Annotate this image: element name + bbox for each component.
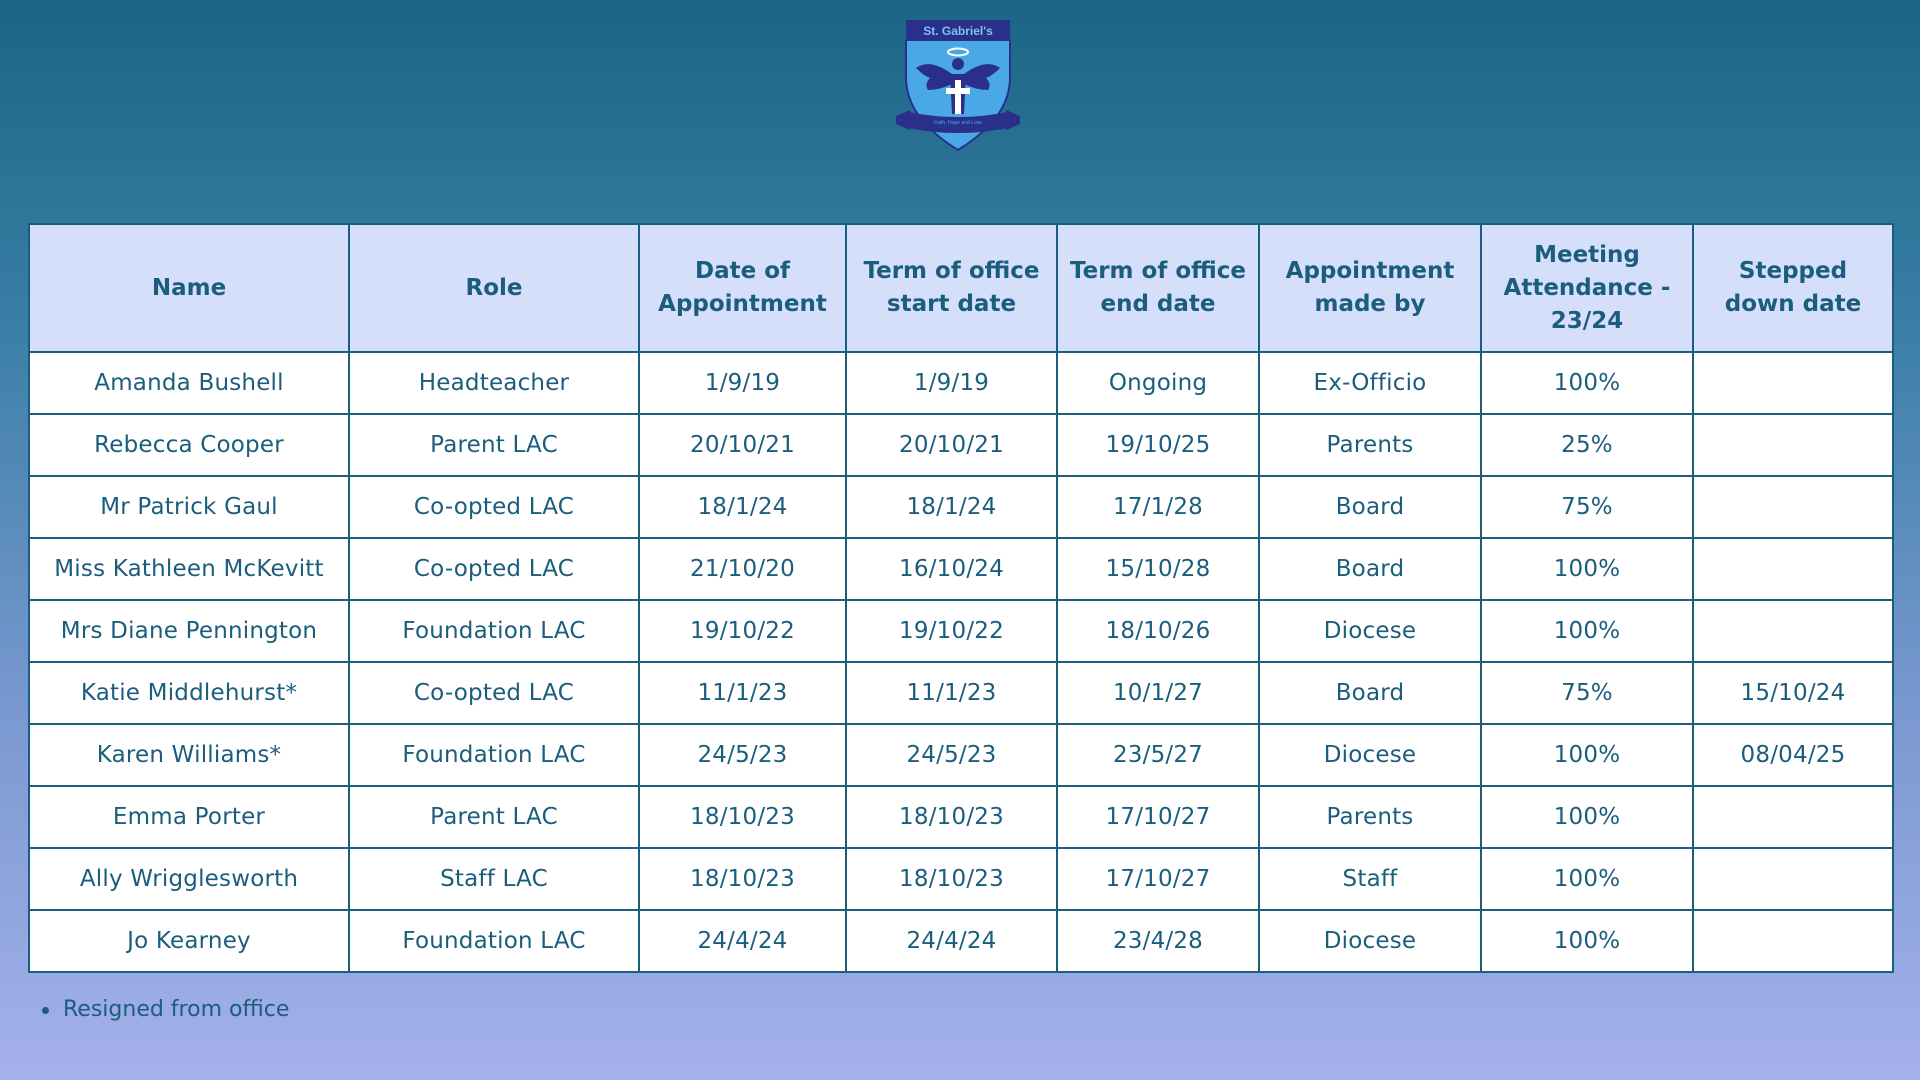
column-header: Date of Appointment <box>639 224 846 352</box>
table-row <box>29 786 1893 848</box>
table-cell: 17/10/27 <box>1057 848 1259 910</box>
table-cell: 24/5/23 <box>639 724 846 786</box>
table-cell: 1/9/19 <box>639 352 846 414</box>
table-cell: Foundation LAC <box>349 910 639 972</box>
table-cell <box>1693 786 1893 848</box>
table-cell: 100% <box>1481 786 1693 848</box>
table-cell: Parent LAC <box>349 786 639 848</box>
table-cell <box>1693 352 1893 414</box>
table-cell: Board <box>1259 476 1481 538</box>
table-cell: Ex-Officio <box>1259 352 1481 414</box>
table-cell: Board <box>1259 538 1481 600</box>
table-cell: Diocese <box>1259 910 1481 972</box>
table-cell: Co-opted LAC <box>349 476 639 538</box>
governors-table-container <box>28 223 1892 973</box>
table-cell: 19/10/22 <box>846 600 1057 662</box>
table-cell: 15/10/24 <box>1693 662 1893 724</box>
table-cell <box>1693 848 1893 910</box>
table-cell: 23/5/27 <box>1057 724 1259 786</box>
table-cell: 100% <box>1481 910 1693 972</box>
table-cell: Ongoing <box>1057 352 1259 414</box>
table-cell: Jo Kearney <box>29 910 349 972</box>
table-row <box>29 848 1893 910</box>
table-cell: 75% <box>1481 662 1693 724</box>
school-name-text: St. Gabriel's <box>923 24 993 38</box>
table-cell: Katie Middlehurst* <box>29 662 349 724</box>
column-header: Meeting Attendance - 23/24 <box>1481 224 1693 352</box>
table-cell: 18/10/23 <box>846 848 1057 910</box>
table-cell: 100% <box>1481 724 1693 786</box>
column-header: Term of office end date <box>1057 224 1259 352</box>
table-cell: 19/10/25 <box>1057 414 1259 476</box>
table-cell: 21/10/20 <box>639 538 846 600</box>
table-row <box>29 600 1893 662</box>
table-row <box>29 476 1893 538</box>
table-cell: 15/10/28 <box>1057 538 1259 600</box>
table-body <box>29 352 1893 972</box>
column-header: Appointment made by <box>1259 224 1481 352</box>
table-cell: 24/5/23 <box>846 724 1057 786</box>
table-cell: 100% <box>1481 848 1693 910</box>
table-cell: 18/1/24 <box>639 476 846 538</box>
table-cell: 20/10/21 <box>846 414 1057 476</box>
footnote-text: Resigned from office <box>63 997 290 1022</box>
column-header: Role <box>349 224 639 352</box>
table-cell: 11/1/23 <box>846 662 1057 724</box>
table-cell: 18/10/23 <box>846 786 1057 848</box>
table-cell: 18/10/23 <box>639 786 846 848</box>
table-cell: 25% <box>1481 414 1693 476</box>
table-cell: Staff LAC <box>349 848 639 910</box>
table-cell: 100% <box>1481 538 1693 600</box>
table-cell: Miss Kathleen McKevitt <box>29 538 349 600</box>
table-cell <box>1693 910 1893 972</box>
table-cell: 17/1/28 <box>1057 476 1259 538</box>
column-header: Term of office start date <box>846 224 1057 352</box>
table-cell: Foundation LAC <box>349 600 639 662</box>
table-cell <box>1693 538 1893 600</box>
table-cell: Ally Wrigglesworth <box>29 848 349 910</box>
table-cell: 24/4/24 <box>846 910 1057 972</box>
table-cell: Diocese <box>1259 600 1481 662</box>
table-cell <box>1693 600 1893 662</box>
table-cell: 18/10/26 <box>1057 600 1259 662</box>
table-cell: Co-opted LAC <box>349 538 639 600</box>
table-cell: 24/4/24 <box>639 910 846 972</box>
table-cell: Amanda Bushell <box>29 352 349 414</box>
table-cell: Parents <box>1259 414 1481 476</box>
table-row <box>29 538 1893 600</box>
table-cell: Co-opted LAC <box>349 662 639 724</box>
footnote <box>42 997 289 1022</box>
table-cell: 1/9/19 <box>846 352 1057 414</box>
table-row <box>29 724 1893 786</box>
table-row <box>29 910 1893 972</box>
table-cell: Foundation LAC <box>349 724 639 786</box>
table-cell: 17/10/27 <box>1057 786 1259 848</box>
table-cell: 18/1/24 <box>846 476 1057 538</box>
column-header: Name <box>29 224 349 352</box>
table-cell: Staff <box>1259 848 1481 910</box>
table-cell: Board <box>1259 662 1481 724</box>
table-cell: 16/10/24 <box>846 538 1057 600</box>
table-cell: Diocese <box>1259 724 1481 786</box>
table-cell: Rebecca Cooper <box>29 414 349 476</box>
table-cell: Mrs Diane Pennington <box>29 600 349 662</box>
table-cell: 18/10/23 <box>639 848 846 910</box>
table-cell: 08/04/25 <box>1693 724 1893 786</box>
school-crest-logo <box>894 18 1022 154</box>
table-cell: 23/4/28 <box>1057 910 1259 972</box>
table-cell: 10/1/27 <box>1057 662 1259 724</box>
table-cell <box>1693 476 1893 538</box>
table-cell: Parent LAC <box>349 414 639 476</box>
table-cell: 100% <box>1481 352 1693 414</box>
school-motto-text: Faith, Hope and Love <box>934 120 982 126</box>
table-cell: Headteacher <box>349 352 639 414</box>
table-row <box>29 662 1893 724</box>
table-cell <box>1693 414 1893 476</box>
column-header: Stepped down date <box>1693 224 1893 352</box>
table-cell: Mr Patrick Gaul <box>29 476 349 538</box>
table-header-row <box>29 224 1893 352</box>
table-cell: Emma Porter <box>29 786 349 848</box>
table-row <box>29 352 1893 414</box>
table-cell: 75% <box>1481 476 1693 538</box>
table-cell: Parents <box>1259 786 1481 848</box>
table-cell: 20/10/21 <box>639 414 846 476</box>
table-cell: 100% <box>1481 600 1693 662</box>
table-row <box>29 414 1893 476</box>
bullet-icon <box>42 1007 49 1014</box>
table-cell: Karen Williams* <box>29 724 349 786</box>
table-cell: 19/10/22 <box>639 600 846 662</box>
table-cell: 11/1/23 <box>639 662 846 724</box>
governors-table <box>28 223 1894 973</box>
